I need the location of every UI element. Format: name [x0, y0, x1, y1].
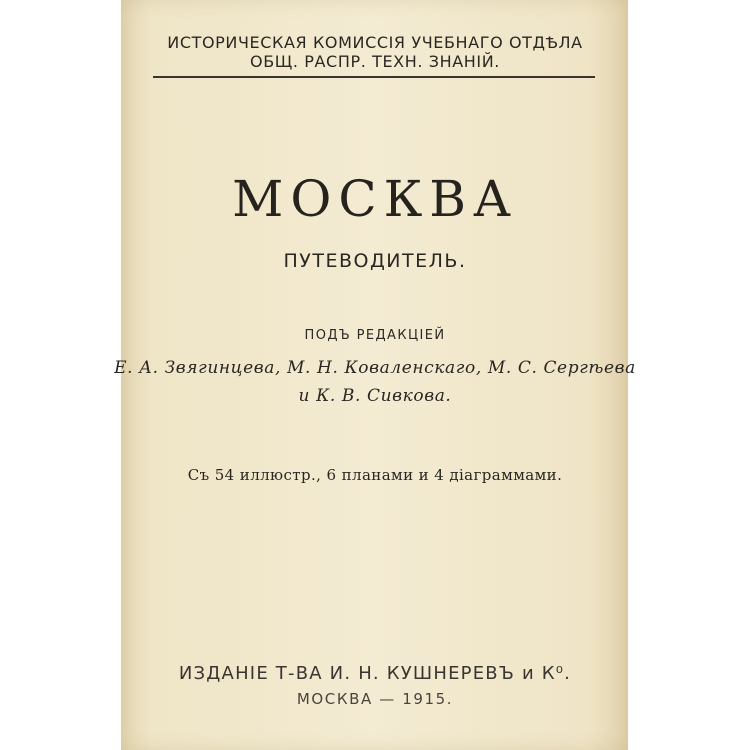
- header-line-1: ИСТОРИЧЕСКАЯ КОМИССІЯ УЧЕБНАГО ОТДѢЛА: [167, 33, 583, 52]
- header-rule: [153, 76, 595, 78]
- book-subtitle: ПУТЕВОДИТЕЛЬ.: [283, 250, 467, 272]
- editors-line-2: и К. В. Сивкова.: [298, 386, 452, 406]
- place-year-line: МОСКВА — 1915.: [296, 690, 454, 708]
- illustrations-note: Съ 54 иллюстр., 6 планами и 4 діаграммами.: [187, 466, 563, 484]
- header-line-2: ОБЩ. РАСПР. ТЕХН. ЗНАНІЙ.: [250, 52, 500, 71]
- editors-label: ПОДЪ РЕДАКЦІЕЙ: [304, 328, 446, 343]
- editors-line-1: Е. А. Звягинцева, М. Н. Коваленскаго, М. С. Сергѣева: [114, 358, 636, 378]
- publisher-line: ИЗДАНІЕ Т-ВА И. Н. КУШНЕРЕВЪ и К⁰.: [178, 663, 572, 684]
- book-title: МОСКВА: [232, 170, 518, 228]
